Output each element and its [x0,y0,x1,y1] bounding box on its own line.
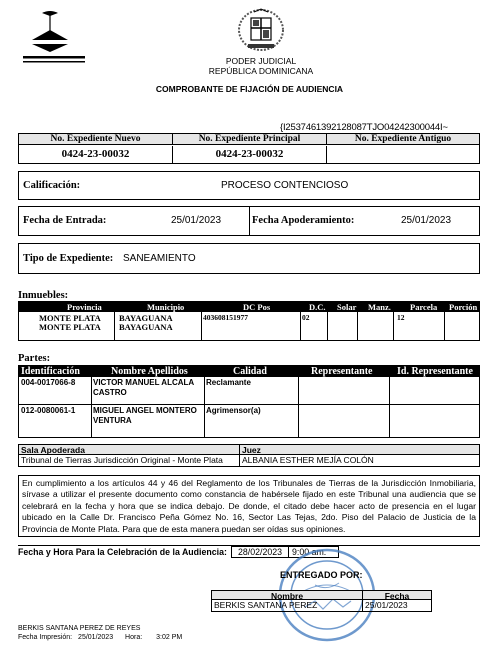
audiencia-date: 28/02/2023 [231,546,289,558]
inmuebles-col-parcela: Parcela [410,302,438,312]
audiencia-label: Fecha y Hora Para la Celebración de la Audiencia: [18,547,227,557]
tipo-expediente-value: SANEAMIENTO [123,253,196,264]
juez-value: ALBANIA ESTHER MEJÍA COLÓN [240,455,480,467]
sala-value: Tribunal de Tierras Jurisdicción Original - Monte Plata [18,455,240,467]
inmuebles-table [18,301,480,341]
partes-cell-calidad: Agrimensor(a) [206,406,261,415]
fecha-apoderamiento-value: 25/01/2023 [400,215,452,226]
calificacion-label: Calificación: [23,180,81,191]
entregado-fecha-label: Fecha [363,590,432,600]
inmuebles-col-solar: Solar [337,302,357,312]
fecha-entrada-label: Fecha de Entrada: [23,215,107,226]
fechas-box [18,206,480,236]
inmuebles-col-dc: D.C. [309,302,326,312]
tipo-expediente-box [18,243,480,274]
partes-label: Partes: [18,353,51,364]
footer-fecha-value: 25/01/2023 [78,634,114,641]
inmuebles-cell: BAYAGUANA [119,313,173,323]
partes-col-id-representante: Id. Representante [397,366,473,377]
expediente-nuevo-label: No. Expediente Nuevo [19,134,173,145]
inmuebles-label: Inmuebles: [18,290,69,301]
legal-paragraph: En cumplimiento a los artículos 44 y 46 del Reglamento de los Tribunales de Tierras de la Jurisdicción Inmobiliaria, sírvase a utilizar el presente documento como constancia de habérsele fijado en este Tribunal una audiencia que se celebrará en la fecha y hora que se indica debajo. De donde, el citado debe hacer acto de presencia en el lugar ubicado en la Calle Dr. Francisco Peña Gómez No. 16, Sector Las Tejas, 2do. Piso del Palacio de Justicia de la Provincia de Monte Plata. Para que de esta manera puedan ser oídas sus opiniones. [18,475,480,537]
inmuebles-header-row [19,302,479,312]
col-line [91,377,92,437]
footer-fecha-label: Fecha Impresión: [18,634,73,641]
partes-table [18,365,480,438]
inmuebles-col-porcion: Porción [449,302,478,312]
audiencia-time: 9:00 am. [289,546,339,558]
partes-col-nombre: Nombre Apellidos [111,366,188,377]
partes-cell-id: 004-0017066-8 [21,378,76,387]
tipo-expediente-label: Tipo de Expediente: [23,253,114,264]
poder-judicial-emblem-icon [236,8,286,54]
entregado-table [211,590,432,612]
inmuebles-col-dcpos: DC Pos [243,302,271,312]
inmuebles-cell: MONTE PLATA [39,313,101,323]
juez-label: Juez [240,444,480,455]
inmuebles-cell: 403608151977 [203,313,248,322]
inmuebles-cell: 02 [302,313,310,322]
sala-label: Sala Apoderada [18,444,240,455]
partes-col-identificacion: Identificación [21,366,80,377]
expediente-antiguo-value [327,146,479,164]
jurisdiccion-inmobiliaria-logo [20,10,90,66]
col-line [389,377,390,437]
partes-cell-nombre: VICTOR MANUEL ALCALA CASTRO [93,378,194,397]
org-line-2: REPÚBLICA DOMINICANA [208,66,314,76]
partes-col-representante: Representante [311,366,373,377]
col-line [298,377,299,437]
document-title: COMPROBANTE DE FIJACIÓN DE AUDIENCIA [155,84,344,94]
inmuebles-cell: 12 [397,313,405,322]
inmuebles-col-municipio: Municipio [147,302,185,312]
expediente-antiguo-label: No. Expediente Antiguo [327,134,479,145]
inmuebles-cell: MONTE PLATA [39,322,101,332]
col-line [204,377,205,437]
footer-name: BERKIS SANTANA PEREZ DE REYES [18,625,141,632]
footer-hora-label: Hora: [125,634,143,641]
row-line [19,404,479,405]
sala-juez-box [18,444,480,468]
fecha-apoderamiento-label: Fecha Apoderamiento: [252,215,355,226]
fecha-entrada-value: 25/01/2023 [170,215,222,226]
partes-cell-id: 012-0080061-1 [21,406,76,415]
barcode-text: {I2537461392128087TJO04242300044I~ [280,122,448,133]
expediente-principal-label: No. Expediente Principal [173,134,327,145]
expediente-nuevo-value: 0424-23-00032 [19,146,173,164]
entregado-nombre-value: BERKIS SANTANA PEREZ [211,600,363,612]
inmuebles-col-manz: Manz. [368,302,391,312]
expediente-principal-value: 0424-23-00032 [173,146,327,164]
entregado-title: ENTREGADO POR: [280,570,363,580]
inmuebles-row [19,322,479,331]
entregado-nombre-label: Nombre [211,590,363,600]
inmuebles-col-provincia: Provincia [67,302,102,312]
partes-col-calidad: Calidad [233,366,267,377]
inmuebles-row [19,313,479,322]
partes-cell-nombre: MIGUEL ANGEL MONTERO VENTURA [93,406,197,425]
calificacion-value: PROCESO CONTENCIOSO [221,180,349,191]
expedientes-box [18,133,480,164]
calificacion-box [18,171,480,200]
partes-header-row [19,366,479,377]
fecha-divider [249,207,250,235]
partes-cell-calidad: Reclamante [206,378,251,387]
footer-hora-value: 3:02 PM [156,634,183,641]
org-line-1: PODER JUDICIAL [225,56,297,66]
inmuebles-cell: BAYAGUANA [119,322,173,332]
footer-print-line [18,634,182,641]
entregado-fecha-value: 25/01/2023 [363,600,432,612]
